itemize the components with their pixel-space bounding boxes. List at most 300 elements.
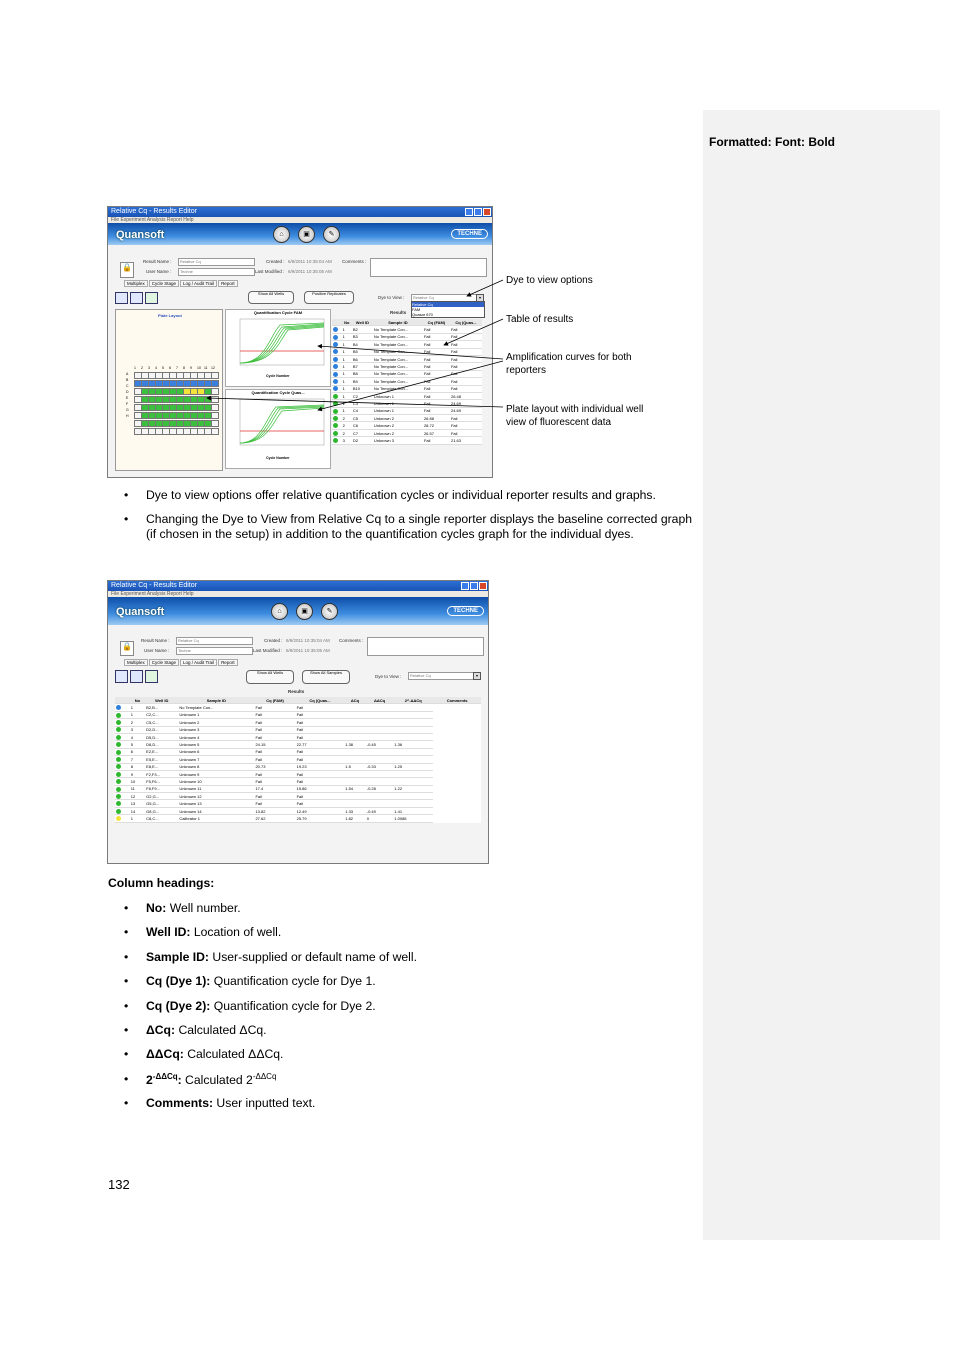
table-cell: 21.63 — [450, 437, 482, 444]
table-cell: 1 — [342, 326, 352, 333]
col-label: 1 — [134, 366, 136, 370]
table-cell: Fail — [423, 355, 450, 362]
table-cell: Unknown 2 — [373, 429, 423, 436]
status-dot-icon — [333, 423, 338, 428]
table-row[interactable] — [115, 807, 481, 814]
column-definition — [124, 974, 376, 988]
table-cell — [344, 800, 366, 807]
table-cell: 1 — [130, 815, 145, 822]
show-all-wells-button[interactable]: Show All Wells — [248, 291, 294, 304]
result-name-field[interactable]: Relative Cq — [176, 637, 253, 645]
plate-well[interactable] — [211, 388, 219, 395]
table-cell: Fail — [296, 719, 345, 726]
table-row[interactable] — [332, 333, 482, 340]
plate-well-grid[interactable] — [134, 372, 217, 435]
table-cell: 20.73 — [254, 763, 295, 770]
col-label: 2 — [141, 366, 143, 370]
description-superscript: -ΔΔCq — [252, 1071, 277, 1081]
table-cell: Fail — [423, 378, 450, 385]
table-cell: B9 — [352, 378, 373, 385]
table-header[interactable]: Cq (FAM) — [254, 697, 295, 704]
table-header[interactable]: ΔΔCq — [366, 697, 394, 704]
table-row[interactable] — [332, 407, 482, 414]
status-dot-icon — [333, 357, 338, 362]
table-cell: 4 — [130, 733, 145, 740]
table-cell: Calibrator 1 — [178, 815, 254, 822]
graph-title: Quantification Cycle FAM — [253, 310, 303, 315]
term-text: Cq (Dye 2): — [146, 998, 211, 1013]
table-cell: No Template Con... — [373, 355, 423, 362]
fam-curves — [226, 315, 330, 377]
dye-options-list[interactable] — [411, 301, 485, 318]
table-cell: 1.82 — [344, 815, 366, 822]
column-description: User inputted text. — [213, 1096, 316, 1111]
plate-well[interactable] — [211, 404, 219, 411]
table-cell: 1 — [342, 400, 352, 407]
table-row[interactable] — [115, 763, 481, 770]
table-cell: Fail — [254, 778, 295, 785]
table-cell: -0.33 — [366, 763, 394, 770]
tab-log-audit[interactable]: Log / Audit Trail — [180, 659, 217, 666]
table-cell: Fail — [450, 355, 482, 362]
created-value: 6/9/2011 10:35:04 AM — [286, 638, 330, 643]
table-cell: Fail — [254, 756, 295, 763]
user-name-label: User Name : — [146, 269, 172, 274]
maximize-icon[interactable] — [474, 208, 482, 216]
term-text: No: — [146, 901, 167, 915]
term-superscript: -ΔΔCq — [152, 1071, 178, 1081]
table-cell: Fail — [296, 778, 345, 785]
table-cell: E5,E... — [145, 756, 178, 763]
status-dot-icon — [116, 705, 121, 710]
status-dot-icon — [333, 401, 338, 406]
user-name-field[interactable]: Techne — [178, 268, 255, 276]
column-definition — [124, 1023, 267, 1037]
column-term — [146, 925, 190, 939]
open-icon[interactable]: ✎ — [321, 603, 338, 620]
column-term — [146, 950, 209, 964]
table-cell — [393, 711, 433, 718]
bullet-item: • Dye to view options offer relative quantification cycles or individual reporter results and graphs. — [124, 488, 692, 503]
table-cell: No Template Con... — [373, 348, 423, 355]
table-cell: 1 — [342, 355, 352, 362]
table-cell — [366, 793, 394, 800]
table-row[interactable] — [332, 326, 482, 333]
table-cell: Fail — [423, 363, 450, 370]
tab-cycle-stage[interactable]: Cycle Stage — [149, 280, 179, 287]
table-cell: 1 — [130, 711, 145, 718]
table-cell — [393, 793, 433, 800]
app-banner — [108, 223, 492, 245]
created-label: Created : — [266, 259, 285, 264]
table-cell: B4 — [352, 341, 373, 348]
table-row[interactable] — [115, 733, 481, 740]
save-icon[interactable]: ▣ — [298, 226, 315, 243]
column-term — [146, 974, 210, 988]
table-row[interactable] — [115, 756, 481, 763]
table-cell: Fail — [254, 711, 295, 718]
table-cell: G5,G... — [145, 800, 178, 807]
tab-bar — [124, 280, 239, 287]
table-cell: 3 — [130, 726, 145, 733]
plate-well[interactable] — [211, 396, 219, 403]
table-cell: F5,F6... — [145, 778, 178, 785]
table-cell: Fail — [254, 719, 295, 726]
table-row[interactable] — [332, 415, 482, 422]
table-cell: 13.82 — [254, 807, 295, 814]
table-cell — [366, 748, 394, 755]
maximize-icon[interactable] — [470, 582, 478, 590]
results-editor-screenshot-2 — [107, 580, 489, 864]
dye-bullet-list — [124, 488, 692, 542]
table-header[interactable]: Cq (Quas... — [296, 697, 345, 704]
table-row[interactable] — [115, 778, 481, 785]
status-dot-icon — [116, 742, 121, 747]
table-cell: 15.86 — [296, 785, 345, 792]
table-cell: Fail — [423, 333, 450, 340]
plate-well[interactable] — [211, 380, 219, 387]
table-cell: Unknown 10 — [178, 778, 254, 785]
plate-well[interactable] — [211, 412, 219, 419]
table-cell: 25.79 — [296, 815, 345, 822]
table-cell — [366, 733, 394, 740]
graph-title: Quantification Cycle Quas... — [251, 390, 305, 395]
dye-to-view-label: Dye to View : — [375, 674, 402, 679]
lock-icon[interactable]: 🔒 — [120, 641, 134, 656]
table-cell — [393, 756, 433, 763]
table-cell: 8 — [130, 763, 145, 770]
table-cell: 0 — [366, 815, 394, 822]
table-header[interactable]: ΔCq — [344, 697, 366, 704]
table-cell: 1.22 — [393, 785, 433, 792]
table-row[interactable] — [115, 815, 481, 822]
table-cell: Unknown 1 — [373, 392, 423, 399]
table-cell: Fail — [450, 326, 482, 333]
table-cell — [393, 770, 433, 777]
table-row[interactable] — [115, 704, 481, 711]
column-description: Well number. — [166, 901, 241, 915]
modified-value: 6/9/2011 10:35:05 AM — [288, 269, 332, 274]
table-row[interactable] — [332, 385, 482, 392]
table-row[interactable] — [332, 363, 482, 370]
column-definition — [124, 901, 241, 915]
table-cell: 7 — [130, 756, 145, 763]
tab-report[interactable]: Report — [218, 280, 238, 287]
column-description: Calculated ΔΔCq. — [183, 1047, 284, 1062]
status-dot-icon — [116, 779, 121, 784]
status-dot-icon — [333, 438, 338, 443]
table-row[interactable] — [332, 370, 482, 377]
save-icon[interactable]: ▣ — [296, 603, 313, 620]
comment-margin-panel — [703, 110, 940, 1240]
table-cell: Fail — [423, 385, 450, 392]
table-row[interactable] — [332, 429, 482, 436]
table-cell: C5 — [352, 415, 373, 422]
table-cell: 11 — [130, 785, 145, 792]
table-cell: 12 — [130, 793, 145, 800]
table-cell — [344, 748, 366, 755]
table-cell: Unknown 12 — [178, 793, 254, 800]
table-cell — [393, 733, 433, 740]
table-cell: C6 — [352, 422, 373, 429]
table-row[interactable] — [332, 355, 482, 362]
table-row[interactable] — [332, 348, 482, 355]
techne-logo: TECHNE — [451, 229, 488, 239]
table-cell — [366, 800, 394, 807]
table-cell — [344, 756, 366, 763]
table-header[interactable]: Sample ID — [373, 319, 423, 326]
tab-bar — [124, 659, 239, 666]
plate-well[interactable] — [211, 420, 219, 427]
tab-multiplex[interactable]: Multiplex — [124, 659, 148, 666]
table-cell: F8,F9... — [145, 785, 178, 792]
modified-label: Last Modified : — [255, 269, 285, 274]
status-dot-icon — [116, 750, 121, 755]
table-row[interactable] — [332, 422, 482, 429]
table-row[interactable] — [332, 392, 482, 399]
app-banner — [108, 597, 488, 625]
table-cell — [393, 726, 433, 733]
table-cell: Fail — [450, 429, 482, 436]
table-cell: Unknown 13 — [178, 800, 254, 807]
dye-option[interactable]: FAM — [412, 307, 421, 312]
table-row[interactable] — [115, 711, 481, 718]
table-cell — [344, 733, 366, 740]
graph-overlay-icon[interactable] — [130, 292, 143, 304]
table-row[interactable] — [115, 800, 481, 807]
result-name-field[interactable]: Relative Cq — [178, 258, 255, 266]
row-label: D — [126, 390, 129, 394]
status-dot-icon — [333, 416, 338, 421]
table-cell: Unknown 6 — [178, 748, 254, 755]
table-cell: Fail — [450, 415, 482, 422]
table-cell: 1 — [342, 385, 352, 392]
table-cell: 26.48 — [450, 392, 482, 399]
term-text: 2 — [146, 1072, 153, 1087]
table-cell: -0.49 — [366, 807, 394, 814]
close-icon[interactable] — [479, 582, 487, 590]
table-cell: Fail — [423, 341, 450, 348]
home-icon[interactable]: ⌂ — [273, 226, 290, 243]
dye-to-view-select[interactable]: Relative Cq — [408, 672, 477, 680]
table-cell: No Template Con... — [373, 363, 423, 370]
table-cell: 9 — [130, 770, 145, 777]
row-label: B — [126, 378, 129, 382]
table-cell: 3 — [342, 437, 352, 444]
chevron-down-icon[interactable]: ▾ — [473, 672, 481, 680]
table-cell: Fail — [254, 800, 295, 807]
table-header[interactable]: 2^-ΔΔCq — [393, 697, 433, 704]
table-cell: Fail — [423, 407, 450, 414]
term-text: Well ID: — [146, 925, 191, 940]
status-dot-icon — [333, 327, 338, 332]
menu-bar[interactable]: File Experiment Analysis Report Help — [108, 591, 488, 597]
modified-label: Last Modified : — [253, 648, 283, 653]
table-row[interactable] — [115, 748, 481, 755]
graph-toggle-icon[interactable] — [115, 670, 128, 683]
table-row[interactable] — [332, 378, 482, 385]
page-number: 132 — [108, 1177, 130, 1192]
menu-bar[interactable]: File Experiment Analysis Report Help — [108, 217, 492, 223]
status-dot-icon — [116, 720, 121, 725]
minimize-icon[interactable] — [461, 582, 469, 590]
x-axis-label: Cycle Number — [266, 456, 290, 460]
status-dot-icon — [116, 713, 121, 718]
table-header[interactable]: Well ID — [352, 319, 373, 326]
table-cell: -0.45 — [366, 741, 394, 748]
window-titlebar — [108, 581, 488, 591]
tab-log-audit[interactable]: Log / Audit Trail — [180, 280, 217, 287]
results-table[interactable] — [332, 319, 482, 445]
comments-field[interactable] — [367, 637, 484, 656]
table-row[interactable] — [115, 793, 481, 800]
table-cell: B2 — [352, 326, 373, 333]
table-cell: 10 — [130, 778, 145, 785]
table-cell: Fail — [423, 437, 450, 444]
plate-well[interactable] — [211, 428, 219, 435]
column-description: Calculated 2 — [181, 1072, 253, 1087]
table-cell: Fail — [423, 348, 450, 355]
row-label: C — [126, 384, 129, 388]
table-row[interactable] — [332, 437, 482, 444]
column-description: Quantification cycle for Dye 1. — [210, 974, 376, 989]
table-row[interactable] — [332, 400, 482, 407]
plate-column-labels — [134, 366, 217, 370]
table-cell: 24.69 — [450, 407, 482, 414]
table-cell: 1.5 — [344, 763, 366, 770]
table-cell: C3 — [352, 400, 373, 407]
comments-label: Comments : — [339, 638, 364, 643]
table-cell: Unknown 3 — [373, 437, 423, 444]
plate-well[interactable] — [211, 372, 219, 379]
result-name-label: Result Name : — [143, 259, 172, 264]
table-cell: 1.41 — [393, 807, 433, 814]
comments-field[interactable] — [370, 258, 487, 277]
table-cell: B7 — [352, 363, 373, 370]
status-dot-icon — [333, 394, 338, 399]
column-description: Quantification cycle for Dye 2. — [210, 998, 376, 1013]
table-cell: 12.49 — [296, 807, 345, 814]
row-label: A — [126, 372, 129, 376]
graph-overlay-icon[interactable] — [130, 670, 143, 683]
results-table[interactable] — [115, 697, 481, 823]
table-view-icon[interactable] — [145, 292, 158, 304]
table-cell: Fail — [423, 370, 450, 377]
column-term — [146, 901, 166, 915]
table-row[interactable] — [115, 785, 481, 792]
home-icon[interactable]: ⌂ — [271, 603, 288, 620]
column-definition — [124, 1047, 283, 1061]
table-cell: G8,G... — [145, 807, 178, 814]
table-cell: Fail — [296, 711, 345, 718]
graph-toggle-icon[interactable] — [115, 292, 128, 304]
table-cell: 1 — [342, 370, 352, 377]
table-cell: Unknown 2 — [178, 719, 254, 726]
table-cell: 13 — [130, 800, 145, 807]
dye-to-view-label: Dye to View : — [378, 295, 405, 300]
table-cell — [366, 778, 394, 785]
result-name-label: Result Name : — [141, 638, 170, 643]
table-cell — [366, 770, 394, 777]
results-label: Results — [288, 689, 305, 694]
techne-logo: TECHNE — [447, 606, 484, 616]
quasar-amplification-graph — [225, 389, 331, 469]
minimize-icon[interactable] — [465, 208, 473, 216]
table-row[interactable] — [115, 726, 481, 733]
table-header[interactable]: No — [342, 319, 352, 326]
annotation-table: Table of results — [506, 314, 574, 325]
show-all-wells-button[interactable]: Show All Wells — [246, 670, 294, 684]
positive-replicates-button[interactable]: Positive Replicates — [304, 291, 354, 304]
table-cell: 22.77 — [296, 741, 345, 748]
table-header[interactable]: Well ID — [145, 697, 178, 704]
table-cell: 2 — [342, 429, 352, 436]
tab-cycle-stage[interactable]: Cycle Stage — [149, 659, 179, 666]
col-label: 12 — [211, 366, 215, 370]
col-label: 8 — [183, 366, 185, 370]
close-icon[interactable] — [483, 208, 491, 216]
table-cell: Unknown 5 — [178, 741, 254, 748]
dye-option[interactable]: Quasar 670 — [412, 312, 433, 317]
table-cell: 1 — [342, 363, 352, 370]
table-cell: No Template Con... — [373, 378, 423, 385]
table-cell — [366, 704, 394, 711]
table-cell: Unknown 3 — [178, 726, 254, 733]
table-cell: 1 — [342, 407, 352, 414]
table-cell: Fail — [450, 370, 482, 377]
table-header[interactable]: Comments — [433, 697, 481, 704]
table-header[interactable]: Cq (FAM) — [423, 319, 450, 326]
table-view-icon[interactable] — [145, 670, 158, 683]
table-row[interactable] — [115, 741, 481, 748]
user-name-field[interactable]: Techne — [176, 647, 253, 655]
status-dot-icon — [333, 379, 338, 384]
lock-icon[interactable]: 🔒 — [120, 262, 134, 278]
table-cell: Unknown 11 — [178, 785, 254, 792]
table-cell: Unknown 7 — [178, 756, 254, 763]
chevron-down-icon[interactable]: ▾ — [476, 294, 484, 302]
table-row[interactable] — [332, 341, 482, 348]
modified-value: 6/9/2011 10:35:05 AM — [286, 648, 330, 653]
table-header[interactable]: No — [130, 697, 145, 704]
col-label: 9 — [190, 366, 192, 370]
annotation-plate: Plate layout with individual well view of fluorescent data — [506, 404, 644, 428]
table-cell: 14 — [130, 807, 145, 814]
table-cell: 24.15 — [254, 741, 295, 748]
status-dot-icon — [333, 364, 338, 369]
table-cell: 1 — [342, 348, 352, 355]
dye-to-view-select[interactable]: Relative Cq — [411, 294, 480, 302]
open-icon[interactable]: ✎ — [323, 226, 340, 243]
table-cell: 2 — [342, 422, 352, 429]
table-header[interactable]: Cq (Quas... — [450, 319, 482, 326]
plate-title: Plate Layout — [158, 313, 182, 318]
table-header[interactable]: Sample ID — [178, 697, 254, 704]
table-row[interactable] — [115, 770, 481, 777]
dye-option[interactable]: Relative Cq — [412, 302, 484, 307]
tab-report[interactable]: Report — [218, 659, 238, 666]
table-cell: 24.69 — [450, 400, 482, 407]
column-definition — [124, 925, 281, 939]
table-cell: D2,D... — [145, 726, 178, 733]
table-row[interactable] — [115, 719, 481, 726]
term-text: Sample ID: — [146, 949, 209, 964]
table-cell: Unknown 14 — [178, 807, 254, 814]
term-text: Cq (Dye 1): — [146, 974, 211, 989]
show-all-samples-button[interactable]: Show All Samples — [302, 670, 350, 684]
created-value: 6/9/2011 10:35:04 AM — [288, 259, 332, 264]
tab-multiplex[interactable]: Multiplex — [124, 280, 148, 287]
